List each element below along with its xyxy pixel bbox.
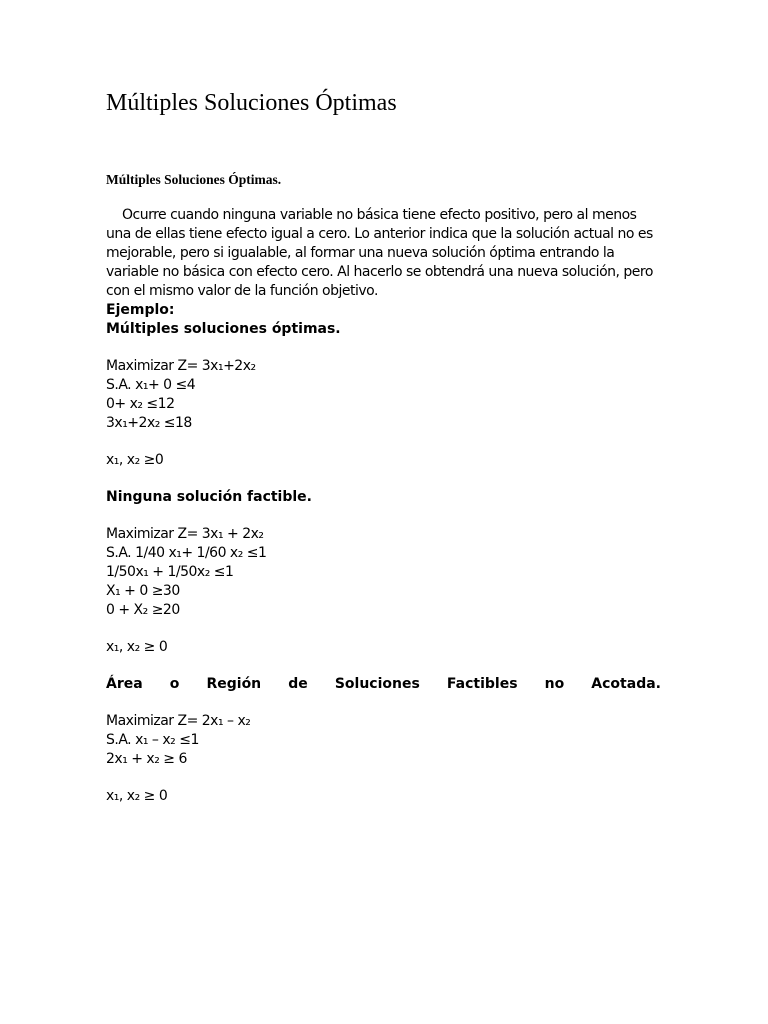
spacer [106,433,661,451]
heading-word: Factibles [446,676,518,692]
section2-nonnegativity: x₁, x₂ ≥ 0 [106,639,168,655]
spacer [106,694,661,712]
section2-line-5: 0 + X₂ ≥20 [106,602,180,618]
section3-line-1: Maximizar Z= 2x₁ – x₂ [106,713,251,729]
page-title: Múltiples Soluciones Óptimas [106,90,397,116]
section1-line-1: Maximizar Z= 3x₁+2x₂ [106,358,256,374]
section2-heading: Ninguna solución factible. [106,489,312,505]
section1-line-2: S.A. x₁+ 0 ≤4 [106,377,196,393]
spacer [106,657,661,675]
heading-word: Soluciones [334,676,420,692]
heading-word: no [544,676,565,692]
spacer [106,769,661,787]
section2-line-4: X₁ + 0 ≥30 [106,583,180,599]
section2-line-2: S.A. 1/40 x₁+ 1/60 x₂ ≤1 [106,545,267,561]
example-label: Ejemplo: [106,302,175,318]
heading-word: Área [106,676,143,692]
section2-line-1: Maximizar Z= 3x₁ + 2x₂ [106,526,264,542]
heading-word: o [169,676,180,692]
section-subtitle: Múltiples Soluciones Óptimas. [106,172,282,187]
section1-nonnegativity: x₁, x₂ ≥0 [106,452,164,468]
spacer [106,339,661,357]
spacer [106,470,661,488]
section3-line-2: S.A. x₁ – x₂ ≤1 [106,732,199,748]
section2-line-3: 1/50x₁ + 1/50x₂ ≤1 [106,564,234,580]
section3-heading [106,675,661,694]
heading-word: de [288,676,308,692]
section1-heading: Múltiples soluciones óptimas. [106,321,341,337]
heading-word: Región [206,676,262,692]
section1-line-4: 3x₁+2x₂ ≤18 [106,415,192,431]
section1-line-3: 0+ x₂ ≤12 [106,396,175,412]
spacer [106,620,661,638]
heading-word: Acotada. [591,676,661,692]
intro-paragraph: Ocurre cuando ninguna variable no básica tiene efecto positivo, pero al menos una de ellas tiene efecto igual a cero. Lo anterior indica que la solución actual no es mejorable, pero si igualable, al formar una nueva solución óptima entrando la variable no básica con efecto cero. Al hacerlo se obtendrá una nueva solución, pero con el mismo valor de la función objetivo. [106,207,653,299]
section3-nonnegativity: x₁, x₂ ≥ 0 [106,788,168,804]
section3-line-3: 2x₁ + x₂ ≥ 6 [106,751,187,767]
document-body [106,206,661,806]
spacer [106,507,661,525]
